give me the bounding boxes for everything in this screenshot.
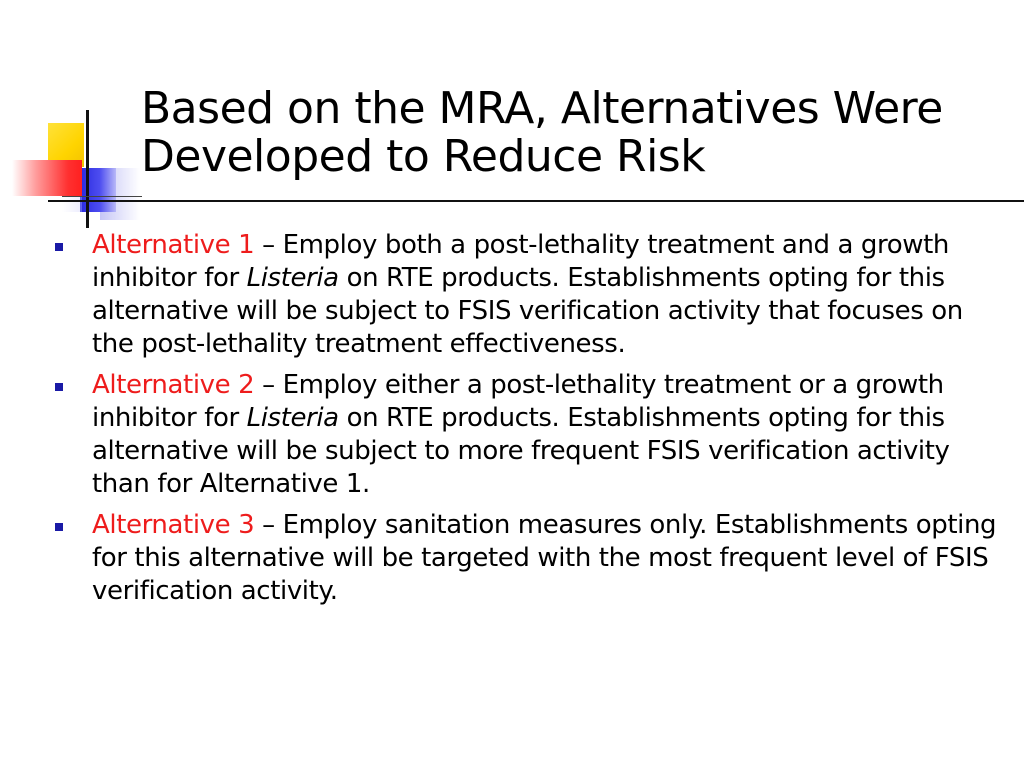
square-bullet-icon bbox=[55, 243, 63, 251]
red-square bbox=[12, 160, 82, 196]
bullet-list bbox=[50, 229, 1010, 616]
slide-title: Based on the MRA, Alternatives Were Developed to Reduce Risk bbox=[141, 83, 943, 182]
bullet-item-alternative-3 bbox=[50, 509, 1010, 608]
bullet-emphasis: Listeria bbox=[246, 263, 339, 293]
vertical-rule bbox=[86, 110, 89, 228]
alternative-label: Alternative 1 bbox=[92, 230, 255, 260]
bullet-text-before: – Employ sanitation measures only. Establishments opting for this alternative will be targeted with the most frequent level of FSIS verification activity. bbox=[92, 510, 997, 606]
square-bullet-icon bbox=[55, 383, 63, 391]
alternative-label: Alternative 2 bbox=[92, 370, 255, 400]
title-underline-rule bbox=[48, 200, 1024, 202]
alternative-label: Alternative 3 bbox=[92, 510, 255, 540]
bullet-text-after: on RTE products. Establishments opting for this alternative will be subject to FSIS verification activity that focuses on the post-lethality treatment effectiveness. bbox=[92, 263, 963, 359]
bullet-text-after: on RTE products. Establishments opting for this alternative will be subject to more frequent FSIS verification activity than for Alternative 1. bbox=[92, 403, 950, 499]
logo-thin-rule bbox=[62, 196, 142, 197]
bullet-emphasis: Listeria bbox=[246, 403, 339, 433]
square-bullet-icon bbox=[55, 523, 63, 531]
bullet-item-alternative-2 bbox=[50, 369, 1010, 501]
bullet-item-alternative-1 bbox=[50, 229, 1010, 361]
bullet-text-before: – Employ both a post-lethality treatment and a growth inhibitor for bbox=[92, 230, 949, 293]
bullet-text-before: – Employ either a post-lethality treatment or a growth inhibitor for bbox=[92, 370, 944, 433]
overlapping-squares-logo-icon bbox=[0, 0, 150, 240]
